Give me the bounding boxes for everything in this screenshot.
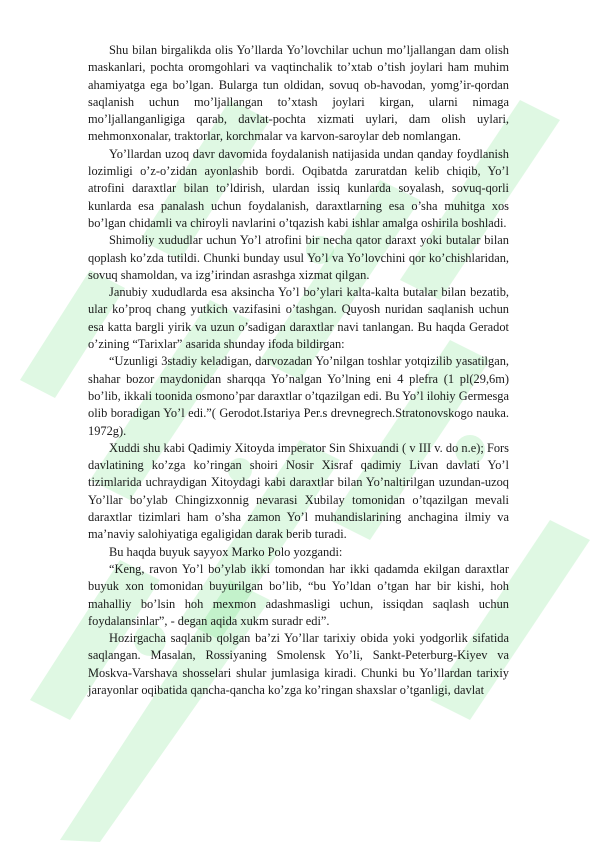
paragraph: Shu bilan birgalikda olis Yo’llarda Yo’lovchilar uchun mo’ljallangan dam olish maskanlari, pochta oromgohlari va vaqtinchalik to’xtab o’tish joylari ham muhim ahamiyatga ega bo’lgan. Bularga tun oldidan, sovuq ob-havodan, yomg’ir-qordan saqlanish uchun mo’ljallangan to’xtash joylari kirgan, ularni nimaga mo’ljallanganligiga qarab, davlat-pochta xizmati uylari, dam olish uylari, mehmonxonalar, traktorlar, korchmalar va karvon-saroylar deb nomlangan. — [88, 43, 509, 144]
paragraph: Bu haqda buyuk sayyox Marko Polo yozgandi: — [109, 544, 343, 559]
paragraph: Xuddi shu kabi Qadimiy Xitoyda imperator Sin Shixuandi ( v III v. do n.e); Fors davlatining ko’zga ko’ringan shoiri Nosir Xisraf qadimiy Livan davlati Yo’l tizimlarida uchraydigan Xitoydagi kabi daraxtlar bilan Yo’naltirilgan uzundan-uzoq Yo’llar bo’ylab Chingizxonnig nevarasi Xubilay tomonidan o’tqazilgan mevali daraxtlar tizimlari ham o’sha zamon Yo’l muhandislarining anchagina ilmiy va ma’naviy salohiyatiga egaligidan darak berib turadi. — [88, 440, 509, 542]
paragraph: Shimoliy xududlar uchun Yo’l atrofini bir necha qator daraxt yoki butalar bilan qoplash ko’zda tutildi. Chunki bunday usul Yo’l va Yo’lovchini qor ko’chishlaridan, sovuq shamoldan, va izg’irindan asrashga xizmat qilgan. — [88, 233, 509, 282]
quotation-paragraph: “Keng, ravon Yo’l bo’ylab ikki tomondan har ikki qadamda ekilgan daraxtlar buyuk xon tomonidan buyurilgan bo’lib, “bu Yo’ldan o’tgan har bir kishi, hoh mahalliy bo’lsin hoh mexmon adashmasligi uchun, issiqdan saqlash uchun foydalansinlar”, - degan aqida xukm suradr edi”. — [88, 561, 509, 628]
document-body — [88, 42, 509, 699]
paragraph: Hozirgacha saqlanib qolgan ba’zi Yo’llar tarixiy obida yoki yodgorlik sifatida saqlangan. Masalan, Rossiyaning Smolensk Yo’li, Sankt-Peterburg-Kiyev va Moskva-Varshava shosselari shular jumlasiga kiradi. Chunki bu Yo’llardan tarixiy jarayonlar oqibatida qancha-qancha ko’zga ko’ringan shaxslar o’tganligi, davlat — [88, 631, 509, 697]
paragraph: Yo’llardan uzoq davr davomida foydalanish natijasida undan qanday foydlanish lozimligi o’z-o’zidan ayonlashib bordi. Oqibatda zaruratdan kelib chiqib, Yo’l atrofini daraxtlar bilan to’ldirish, ulardan issiq kunlarda soyalash, sovuq-qorli kunlarda esa panalash uchun foydalanish, daraxtlarning esa o’sha muhitga xos bo’lgan chidamli va chiroyli navlarini o’tqazish kabi ishlar amalga oshirila boshladi. — [88, 146, 509, 230]
paragraph: Janubiy xududlarda esa aksincha Yo’l bo’ylari kalta-kalta butalar bilan bezatib, ular ko’proq chang yutkich vazifasini o’tashgan. Quyosh nuridan saqlanish uchun esa katta bargli yirik va uzun o’sadigan daraxtlar navi tanlangan. Bu haqda Geradot o’zining “Tarixlar” asarida shunday ifoda bildirgan: — [88, 285, 509, 352]
quotation-paragraph: “Uzunligi 3stadiy keladigan, darvozadan Yo’nilgan toshlar yotqizilib yasatilgan, shahar bozor maydonidan sharqqa Yo’nalgan Yo’lning eni 4 plefra (1 pl(29,6m) bo’lib, ikkali toonida osmono’par daraxtlar o’tqazilgan edi. Bu Yo’l ilohiy Germesga olib boradigan Yo’l edi.”( Gerodot.Istariya Per.s drevnegrech.Stratonovskogo nauka. 1972g). — [88, 354, 509, 438]
